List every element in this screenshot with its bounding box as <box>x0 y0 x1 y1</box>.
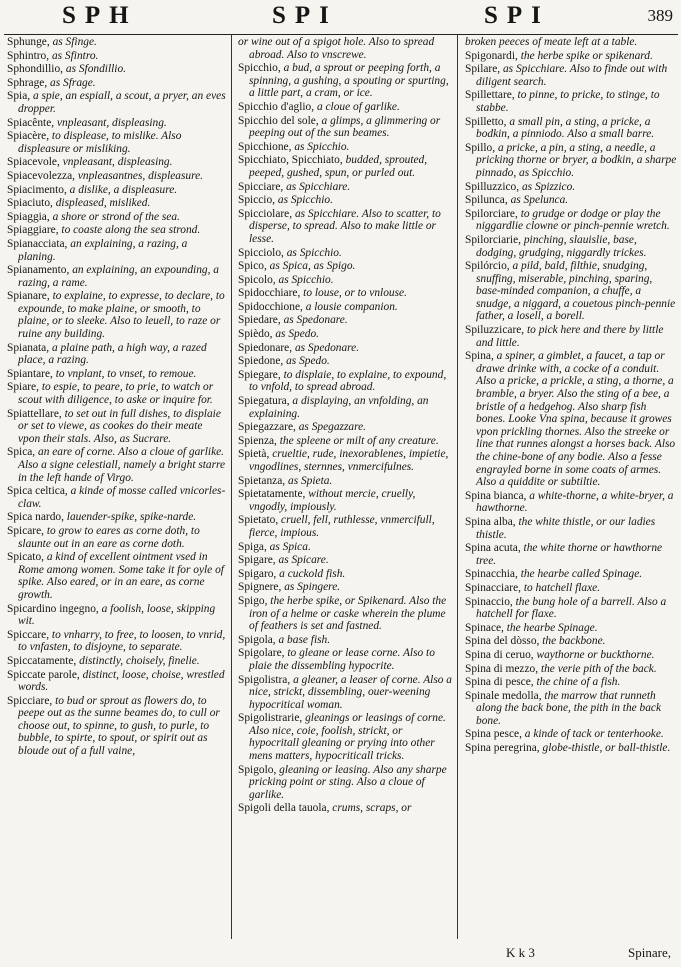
column-1 <box>5 36 226 943</box>
dictionary-entry <box>236 435 452 448</box>
entry-headword: Spina del dòsso, <box>465 635 540 648</box>
entry-headword: Spicciare, <box>238 180 284 193</box>
dictionary-entry <box>5 50 226 63</box>
running-head-left: SPH <box>62 2 138 29</box>
entry-headword: Spinacchia, <box>465 568 518 581</box>
entry-headword: Spiacevolezza, <box>7 169 75 182</box>
entry-definition: to espie, to peare, to prie, to watch or scout with diligence, to aske or inquire for. <box>18 381 214 407</box>
entry-headword: Spianamento, <box>7 264 70 277</box>
entry-headword: Spigoli della tauola, <box>238 802 330 815</box>
entry-headword: Spiacère, <box>7 130 50 143</box>
dictionary-entry <box>236 194 452 207</box>
entry-headword: Spicare, <box>7 524 45 537</box>
dictionary-entry <box>5 629 226 654</box>
dictionary-entry <box>236 581 452 594</box>
entry-definition: a shore or strond of the sea. <box>52 210 180 223</box>
dictionary-entry <box>463 194 677 207</box>
entry-headword: Spièdo, <box>238 328 273 341</box>
entry-definition: a spie, an espiall, a scout, a pryer, an eves dropper. <box>18 90 226 115</box>
dictionary-entry <box>5 655 226 668</box>
entry-headword: Spiare, <box>7 381 39 394</box>
dictionary-entry <box>5 669 226 694</box>
dictionary-entry <box>5 525 226 550</box>
entry-headword: Spigolistrarie, <box>238 712 303 725</box>
dictionary-entry <box>236 488 452 513</box>
entry-definition: as Spieta. <box>288 474 333 487</box>
dictionary-entry <box>463 663 677 676</box>
dictionary-entry <box>236 328 452 341</box>
entry-headword: Spillettare, <box>465 89 515 102</box>
dictionary-entry <box>5 695 226 758</box>
entry-headword: Sphrage, <box>7 76 48 89</box>
entry-headword: Spia, <box>7 90 31 103</box>
entry-definition: the backbone. <box>542 635 606 648</box>
entry-definition: as Spingere. <box>284 581 341 594</box>
dictionary-entry <box>5 446 226 484</box>
entry-definition: to grow to eares as corne doth, to slaunte out in an eare as corne doth. <box>18 524 200 550</box>
entry-definition: crueltie, rude, inexorablenes, impietie, vngodlines, sternnes, vnmercifulnes. <box>249 448 449 473</box>
dictionary-entry <box>463 324 677 349</box>
entry-headword: Spiccare, <box>7 628 50 641</box>
entry-headword: Spilletto, <box>465 115 507 128</box>
entry-headword: Spiaggia, <box>7 210 50 223</box>
entry-definition: a cloue of garlike. <box>316 100 400 113</box>
dictionary-entry <box>5 130 226 155</box>
entry-headword: Spilare, <box>465 63 501 76</box>
entry-definition: the hearbe Spinage. <box>506 621 598 634</box>
entry-definition: as Spicchiare. Also to finde out with diligent search. <box>476 63 668 88</box>
dictionary-entry <box>463 490 677 515</box>
entry-headword: Sphondillio, <box>7 63 64 76</box>
dictionary-entry <box>236 475 452 488</box>
entry-definition: a dislike, a displeasure. <box>69 183 178 196</box>
entry-headword: Spiedare, <box>238 314 281 327</box>
entry-definition: crums, scraps, or <box>332 802 412 815</box>
dictionary-entry <box>236 115 452 140</box>
dictionary-entry <box>5 603 226 628</box>
entry-definition: as Spedonare. <box>294 341 360 354</box>
entry-headword: Spianacciata, <box>7 237 68 250</box>
dictionary-entry <box>463 728 677 741</box>
entry-definition: the herbe spike or spikenard. <box>520 49 653 62</box>
entry-headword: Spina di ceruo, <box>465 648 534 661</box>
entry-headword: Spilluzzico, <box>465 180 520 193</box>
entry-definition: vnpleasantnes, displeasure. <box>77 169 204 182</box>
entry-headword: Spicchio, <box>238 62 281 75</box>
dictionary-entry <box>236 208 452 246</box>
entry-headword: Spiga, <box>238 540 267 553</box>
entry-headword: Spiluzzicare, <box>465 324 525 337</box>
entry-definition: vnpleasant, displeasing. <box>57 116 167 129</box>
entry-definition: a base fish. <box>278 633 331 646</box>
entry-headword: Spina di mezzo, <box>465 662 539 675</box>
dictionary-entry <box>463 116 677 141</box>
dictionary-entry <box>463 63 677 88</box>
entry-definition: to vnplant, to vnset, to remoue. <box>55 367 197 380</box>
entry-definition: a pricke, a pin, a sting, a needle, a pricking thorne or bryer, a bodkin, a sharpe pinnado, as Spicchio. <box>476 141 677 179</box>
dictionary-entry <box>236 287 452 300</box>
dictionary-entry <box>5 290 226 340</box>
running-head-center: SPI <box>272 2 338 29</box>
entry-definition: a lousie companion. <box>305 300 398 313</box>
entry-definition: an eare of corne. Also a cloue of garlike. Also a signe celestiall, namely a bright starre in the left hande of Virgo. <box>18 446 226 484</box>
dictionary-entry <box>463 676 677 689</box>
dictionary-entry <box>236 448 452 473</box>
entry-headword: Spinale medolla, <box>465 689 542 702</box>
entry-definition: lauender-spike, spike-narde. <box>66 511 197 524</box>
entry-headword: Spietato, <box>238 514 279 527</box>
entry-headword: Spiacevole, <box>7 156 60 169</box>
dictionary-entry <box>236 647 452 672</box>
entry-headword: Spiccatamente, <box>7 654 77 667</box>
entry-definition: a kinde of mosse called vnicorles-claw. <box>18 485 226 510</box>
dictionary-entry <box>5 342 226 367</box>
dictionary-entry <box>236 314 452 327</box>
entry-definition: the marrow that runneth along the back bone, the pith in the back bone. <box>476 689 662 727</box>
entry-definition: vnpleasant, displeasing. <box>62 156 173 169</box>
entry-headword: Spicciolare, <box>238 207 293 220</box>
dictionary-entry <box>236 181 452 194</box>
entry-definition: as Spedo. <box>286 355 330 368</box>
entry-definition: a small pin, a sting, a pricke, a bodkin, a pinniodo. Also a small barre. <box>476 115 655 141</box>
entry-definition: as Spica. <box>269 540 311 553</box>
entry-headword: Spina, <box>465 350 494 363</box>
entry-headword: Spilunca, <box>465 194 508 207</box>
dictionary-entry <box>236 764 452 802</box>
column-3 <box>463 36 677 943</box>
entry-headword: Spicchiato, Spicchiato, <box>238 154 343 167</box>
dictionary-entry <box>5 36 226 49</box>
dictionary-entry <box>236 634 452 647</box>
dictionary-entry <box>5 211 226 224</box>
entry-headword: Spicciolo, <box>238 246 284 259</box>
dictionary-entry <box>236 355 452 368</box>
entry-headword: Spinaccio, <box>465 595 513 608</box>
entry-headword: Spigare, <box>238 554 276 567</box>
entry-headword: Spietà, <box>238 448 270 461</box>
entry-definition: an explaining, a razing, a planing. <box>18 237 188 263</box>
column-2 <box>236 36 452 943</box>
entry-headword: Spietatamente, <box>238 488 306 501</box>
dictionary-entry <box>236 342 452 355</box>
dictionary-entry <box>463 622 677 635</box>
entry-definition: without mercie, cruelly, vngodly, impiously. <box>249 488 416 513</box>
entry-definition: a spiner, a gimblet, a faucet, a tap or drawe drinke with, a cocke of a conduit. Also a pricke, a prickle, a sting, a thorne, a bramble, a bryer. Also the sting of a bee, a bristle of a hedgehog. Also sharp fish bones. Looke Vna spina, because it growes vpon prickling thornes. Also the streeke or line that runnes alongst a horses back. Also the chine-bone of any bodie. Also a fesse engrayled borne in some coats of armes. Also a quiddite or subtiltie. <box>476 350 676 489</box>
entry-definition: as Spicchio. <box>278 273 334 286</box>
entry-headword: Spilórcio, <box>465 260 510 273</box>
dictionary-entry <box>463 50 677 63</box>
entry-definition: as Spedo. <box>275 328 320 341</box>
dictionary-entry <box>5 238 226 263</box>
entry-headword: Spigonardi, <box>465 49 518 62</box>
entry-definition: as Spicchiare. Also to scatter, to disperse, to spread. Also to make little or lesse. <box>249 207 441 245</box>
dictionary-entry <box>236 141 452 154</box>
entry-definition: to coaste along the sea strond. <box>61 224 201 237</box>
dictionary-entry <box>5 90 226 115</box>
dictionary-entry <box>236 421 452 434</box>
entry-definition: or wine out of a spigot hole. Also to spread abroad. Also to vnscrewe. <box>238 36 435 61</box>
dictionary-entry <box>463 36 677 49</box>
entry-headword: Spiedonare, <box>238 341 293 354</box>
entry-headword: Spigola, <box>238 633 276 646</box>
entry-definition: a foolish, loose, skipping wit. <box>18 602 216 628</box>
entry-headword: Spiacimento, <box>7 183 67 196</box>
dictionary-entry <box>463 350 677 489</box>
dictionary-entry <box>236 541 452 554</box>
entry-headword: Spigaro, <box>238 567 277 580</box>
dictionary-entry <box>5 197 226 210</box>
entry-definition: as Spicchio. <box>277 194 333 207</box>
entry-definition: the bung hole of a barrell. Also a hatchell for flaxe. <box>476 595 667 621</box>
entry-definition: the hearbe called Spinage. <box>520 568 643 581</box>
header-rule <box>4 34 678 35</box>
entry-definition: to vnharry, to free, to loosen, to vnrid, to vnfasten, to disjoyne, to separate. <box>18 628 226 654</box>
entry-definition: to displaie, to explaine, to expound, to vnfold, to spread abroad. <box>249 368 447 394</box>
dictionary-entry <box>463 542 677 567</box>
dictionary-entry <box>463 89 677 114</box>
catchword: Spinare, <box>628 945 671 960</box>
entry-headword: Spiegazzare, <box>238 421 296 434</box>
entry-definition: as Spica, as Spigo. <box>269 260 356 273</box>
entry-definition: as Sfinge. <box>52 36 97 48</box>
entry-headword: Spina alba, <box>465 515 516 528</box>
entry-definition: as Spicchiare. <box>286 180 351 193</box>
column-divider <box>457 34 458 939</box>
entry-definition: a bud, a sprout or peeping forth, a spinning, a gushing, a spouting or spurting, a little part, a cram, or ice. <box>249 62 449 100</box>
entry-definition: as Spelunca. <box>510 194 569 207</box>
entry-definition: an explaining, an expounding, a razing, a rame. <box>18 264 219 289</box>
entry-headword: Spigolo, <box>238 763 277 776</box>
entry-definition: waythorne or buckthorne. <box>536 648 655 661</box>
dictionary-entry <box>5 551 226 601</box>
dictionary-entry <box>463 142 677 180</box>
entry-headword: Spinace, <box>465 621 504 634</box>
entry-headword: Spica nardo, <box>7 511 64 524</box>
dictionary-entry <box>5 170 226 183</box>
dictionary-entry <box>5 408 226 446</box>
entry-headword: Spiattellare, <box>7 407 62 420</box>
entry-headword: Spina peregrina, <box>465 742 540 755</box>
entry-headword: Spigolistra, <box>238 673 291 686</box>
entry-headword: Spicolo, <box>238 273 276 286</box>
entry-headword: Spica, <box>7 446 36 459</box>
entry-headword: Spienza, <box>238 434 277 447</box>
entry-definition: as Spedonare. <box>283 314 348 327</box>
dictionary-entry <box>236 568 452 581</box>
entry-definition: distinctly, choisely, finelie. <box>79 654 200 667</box>
entry-definition: as Spicchio. <box>294 140 350 153</box>
dictionary-entry <box>463 260 677 323</box>
dictionary-entry <box>5 77 226 90</box>
entry-definition: to pick here and there by little and little. <box>476 324 664 349</box>
dictionary-entry <box>463 635 677 648</box>
entry-definition: a glimps, a glimmering or peeping out of the sun beames. <box>249 114 441 140</box>
entry-definition: as Sfintro. <box>51 49 99 62</box>
entry-definition: to gleane or lease corne. Also to plaie the dissembling hypocrite. <box>249 647 435 672</box>
dictionary-entry <box>463 742 677 755</box>
entry-headword: Spianare, <box>7 290 50 303</box>
dictionary-entry <box>236 802 452 815</box>
dictionary-entry <box>5 264 226 289</box>
entry-definition: as Spegazzare. <box>298 421 367 434</box>
entry-definition: a kinde of tack or tenterhooke. <box>524 728 664 741</box>
entry-headword: Spicchio d'aglio, <box>238 100 315 113</box>
dictionary-entry <box>236 514 452 539</box>
running-head-right: SPI <box>484 2 550 29</box>
dictionary-entry <box>236 674 452 712</box>
entry-definition: pinching, slauislie, base, dodging, grudging, niggardly trickes. <box>476 233 647 259</box>
entry-definition: a displaying, an vnfolding, an explaining. <box>249 395 429 420</box>
entry-definition: broken peeces of meate left at a table. <box>465 36 638 48</box>
entry-definition: cruell, fell, ruthlesse, vnmercifull, fierce, impious. <box>249 514 435 539</box>
dictionary-entry <box>5 485 226 510</box>
entry-headword: Spidocchione, <box>238 300 303 313</box>
entry-definition: budded, sprouted, peeped, gushed, spun, or purled out. <box>249 154 428 179</box>
entry-headword: Spiaggiare, <box>7 224 59 237</box>
dictionary-entry <box>236 712 452 762</box>
entry-definition: as Spicchio. <box>286 246 342 259</box>
dictionary-entry <box>236 369 452 394</box>
dictionary-entry <box>236 154 452 179</box>
entry-definition: a gleaner, a leaser of corne. Also a nice, strickt, dissembling, ouer-weening hypocritical woman. <box>249 673 452 711</box>
entry-definition: to grudge or dodge or play the niggardlie clowne or pinch-pennie wretch. <box>476 207 670 233</box>
entry-definition: to displease, to mislike. Also displeasure or misliking. <box>18 130 182 155</box>
entry-definition: the verie pith of the back. <box>540 662 657 675</box>
dictionary-entry <box>5 184 226 197</box>
entry-headword: Spina acuta, <box>465 542 521 555</box>
column-divider <box>231 34 232 939</box>
dictionary-entry <box>5 224 226 237</box>
entry-headword: Spiaciuto, <box>7 197 53 210</box>
entry-definition: a white-thorne, a white-bryer, a hawthorne. <box>476 489 674 515</box>
dictionary-entry <box>463 208 677 233</box>
entry-headword: Sphintro, <box>7 49 50 62</box>
dictionary-entry <box>463 181 677 194</box>
entry-definition: distinct, loose, choise, wrestled words. <box>18 668 225 694</box>
dictionary-entry <box>236 260 452 273</box>
entry-definition: a pild, bald, filthie, snudging, snuffing, miserable, pinching, sparing, base-minded companion, a chuffe, a snudge, a niggard, a couetous pinch-pennie father, a losell, a borell. <box>476 260 676 323</box>
entry-headword: Spiegare, <box>238 368 281 381</box>
dictionary-entry <box>236 395 452 420</box>
dictionary-entry <box>236 247 452 260</box>
entry-headword: Spiegatura, <box>238 395 290 408</box>
entry-headword: Spico, <box>238 260 267 273</box>
dictionary-entry <box>5 381 226 406</box>
dictionary-entry <box>236 36 452 61</box>
entry-headword: Spicciare, <box>7 694 53 707</box>
entry-headword: Spicardino ingegno, <box>7 602 99 615</box>
entry-headword: Spiacênte, <box>7 116 55 129</box>
dictionary-entry <box>236 595 452 633</box>
signature-mark: K k 3 <box>506 945 535 960</box>
dictionary-entry <box>463 596 677 621</box>
entry-definition: the white thistle, or our ladies thistle. <box>476 515 656 541</box>
entry-headword: Spietanza, <box>238 474 286 487</box>
entry-definition: gleaning or leasing. Also any sharpe pricking point or sting. Also a cloue of garlike. <box>249 763 447 801</box>
entry-definition: gleanings or leasings of corne. Also nice, coie, foolish, strickt, or hypocritall gleaning or prying into other mens matters, hypocriticall tricks. <box>249 712 446 763</box>
entry-headword: Spiccate parole, <box>7 668 80 681</box>
entry-definition: to pinne, to pricke, to stinge, to stabbe. <box>476 89 660 114</box>
entry-definition: a kind of excellent ointment vsed in Rome among women. Some take it for oyle of spike. Also eared, or in an eare, as corne growth. <box>18 551 224 601</box>
entry-headword: Spina bianca, <box>465 489 527 502</box>
entry-headword: Spidocchiare, <box>238 287 301 300</box>
entry-headword: Spica celtica, <box>7 485 68 498</box>
entry-definition: a cuckold fish. <box>279 567 346 580</box>
page-number: 389 <box>647 6 673 25</box>
dictionary-entry <box>5 511 226 524</box>
entry-definition: to louse, or to vnlouse. <box>303 287 407 300</box>
entry-definition: a plaine path, a high way, a razed place, a razing. <box>18 341 207 367</box>
dictionary-entry <box>5 156 226 169</box>
dictionary-entry <box>463 568 677 581</box>
dictionary-entry <box>463 582 677 595</box>
dictionary-entry <box>236 62 452 100</box>
entry-definition: as Spizzico. <box>521 180 576 193</box>
entry-definition: the spleene or milt of any creature. <box>279 434 439 447</box>
entry-headword: Spilorciare, <box>465 207 518 220</box>
entry-headword: Spigolare, <box>238 647 285 660</box>
entry-headword: Spiccio, <box>238 194 276 207</box>
entry-headword: Spilorciarie, <box>465 233 521 246</box>
entry-definition: to bud or sprout as flowers do, to peepe out as the sunne beames do, to cull or choose out, to spinne, to gush, to purle, to bubble, to spirte, to spout, or spirit out as bloude out of a full vaine, <box>18 694 220 758</box>
entry-headword: Spiantare, <box>7 367 53 380</box>
entry-headword: Spigo, <box>238 594 268 607</box>
entry-headword: Spianata, <box>7 341 50 354</box>
entry-headword: Spignere, <box>238 581 282 594</box>
dictionary-entry <box>463 516 677 541</box>
entry-headword: Spiedone, <box>238 355 284 368</box>
entry-definition: to set out in full dishes, to displaie or set to viewe, as cookes do their meate vpon their stals. Also, as Sucrare. <box>18 407 221 445</box>
dictionary-entry <box>236 101 452 114</box>
dictionary-entry <box>236 301 452 314</box>
entry-headword: Spicchio del sole, <box>238 114 319 127</box>
entry-headword: Spina di pesce, <box>465 676 534 689</box>
entry-definition: the herbe spike, or Spikenard. Also the iron of a helme or caske wherein the plume of feathers is set and fastned. <box>249 594 447 633</box>
dictionary-entry <box>236 274 452 287</box>
entry-headword: Sphunge, <box>7 36 50 48</box>
dictionary-entry <box>463 690 677 728</box>
dictionary-entry <box>236 554 452 567</box>
dictionary-entry <box>463 649 677 662</box>
entry-headword: Spinacciare, <box>465 581 521 594</box>
entry-definition: as Sfrage. <box>50 76 96 89</box>
entry-definition: displeased, misliked. <box>55 197 151 210</box>
entry-headword: Spina pesce, <box>465 728 522 741</box>
entry-definition: as Sfondillio. <box>65 63 126 76</box>
dictionary-entry <box>5 117 226 130</box>
entry-definition: the chine of a fish. <box>536 676 621 689</box>
dictionary-entry <box>463 234 677 259</box>
entry-definition: globe-thistle, or ball-thistle. <box>542 742 671 755</box>
entry-definition: to explaine, to expresse, to declare, to expounde, to make plaine, or smooth, to plaine, or to sleeke. Also to leuell, to raze or ruine any building. <box>18 290 225 341</box>
dictionary-entry <box>5 368 226 381</box>
entry-headword: Spicchione, <box>238 140 292 153</box>
dictionary-entry <box>5 63 226 76</box>
entry-headword: Spicato, <box>7 551 45 564</box>
entry-definition: to hatchell flaxe. <box>523 581 601 594</box>
entry-definition: as Spicare. <box>278 554 329 567</box>
entry-headword: Spillo, <box>465 141 496 154</box>
entry-definition: the white thorne or hawthorne tree. <box>476 542 663 567</box>
